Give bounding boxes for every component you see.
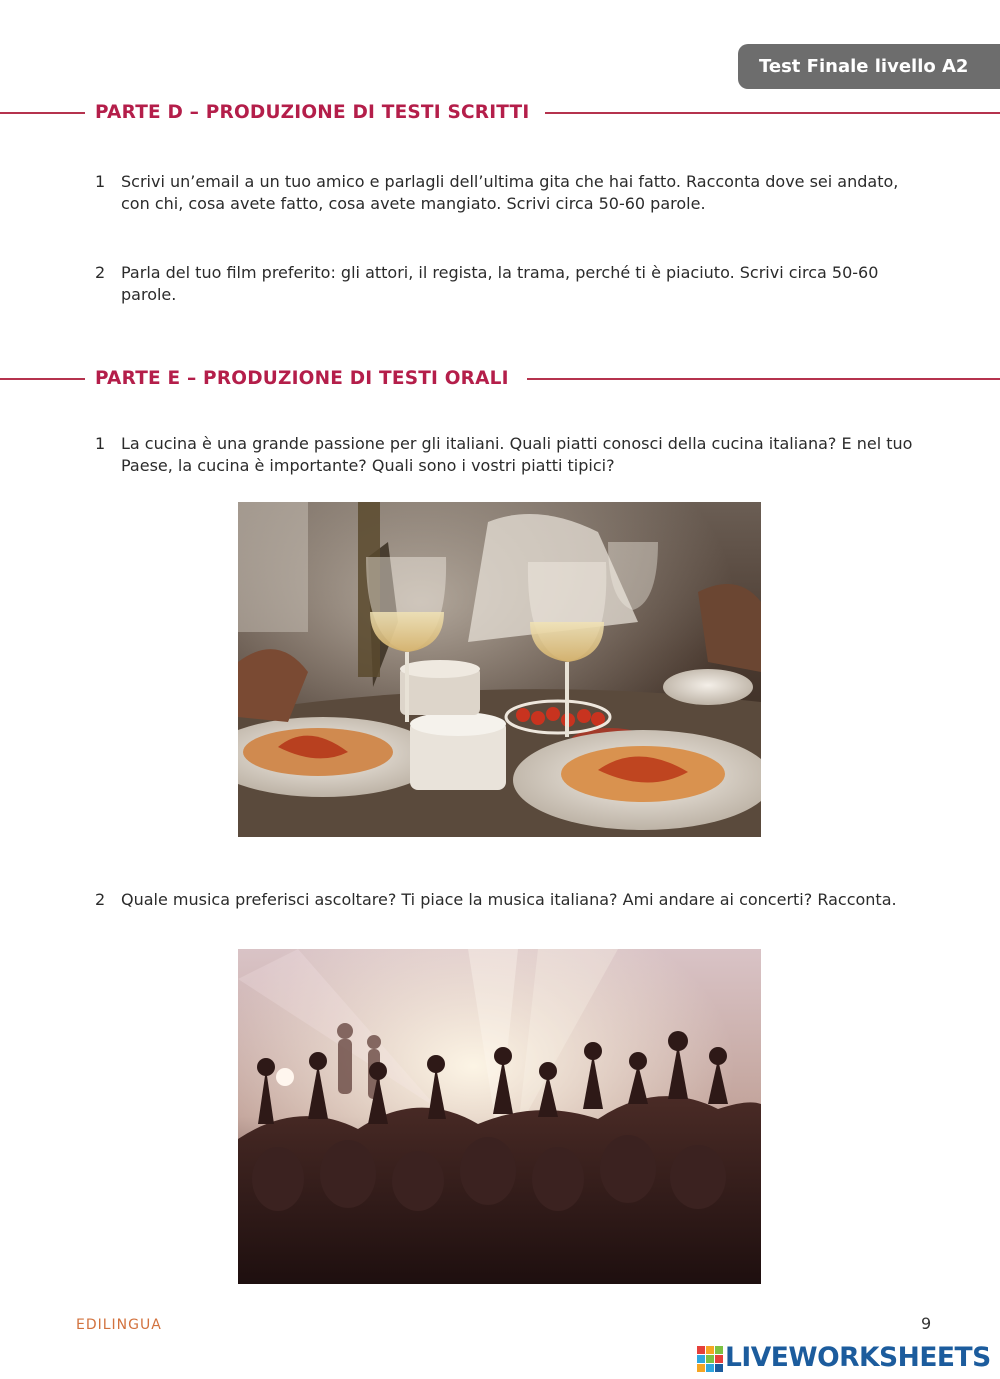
heading-rule-right <box>527 378 1000 380</box>
heading-rule-left <box>0 112 85 114</box>
item-text: Parla del tuo film preferito: gli attori, il regista, la trama, perché ti è piaciuto. Scrivi circa 50-60 parole. <box>121 263 879 304</box>
section-title: PARTE E – PRODUZIONE DI TESTI ORALI <box>95 368 509 389</box>
test-level-tab: Test Finale livello A2 <box>738 44 1000 89</box>
heading-rule-left <box>0 378 85 380</box>
publisher-logo: EDILINGUA <box>76 1317 162 1333</box>
exercise-item <box>95 889 915 911</box>
exercise-item <box>95 262 915 306</box>
item-number: 2 <box>95 263 106 282</box>
item-text: Scrivi un’email a un tuo amico e parlagli dell’ultima gita che hai fatto. Racconta dove sei andato, con chi, cosa avete fatto, cosa avete mangiato. Scrivi circa 50-60 parole. <box>121 172 899 213</box>
section-title: PARTE D – PRODUZIONE DI TESTI SCRITTI <box>95 102 530 123</box>
page-number: 9 <box>921 1314 932 1333</box>
item-number: 2 <box>95 890 106 909</box>
italian-dinner-photo <box>238 502 761 837</box>
section-heading-part-e <box>0 367 1000 391</box>
exercise-item <box>95 171 915 215</box>
exercise-item <box>95 433 915 477</box>
item-text: Quale musica preferisci ascoltare? Ti piace la musica italiana? Ami andare ai concerti? Racconta. <box>121 890 897 909</box>
liveworksheets-wordmark: LIVEWORKSHEETS <box>725 1342 991 1373</box>
item-number: 1 <box>95 172 106 191</box>
item-text: La cucina è una grande passione per gli italiani. Quali piatti conosci della cucina italiana? E nel tuo Paese, la cucina è importante? Quali sono i vostri piatti tipici? <box>121 434 913 475</box>
concert-crowd-photo <box>238 949 761 1284</box>
section-heading-part-d <box>0 101 1000 125</box>
liveworksheets-logo-icon <box>697 1346 723 1372</box>
heading-rule-right <box>545 112 1000 114</box>
item-number: 1 <box>95 434 106 453</box>
